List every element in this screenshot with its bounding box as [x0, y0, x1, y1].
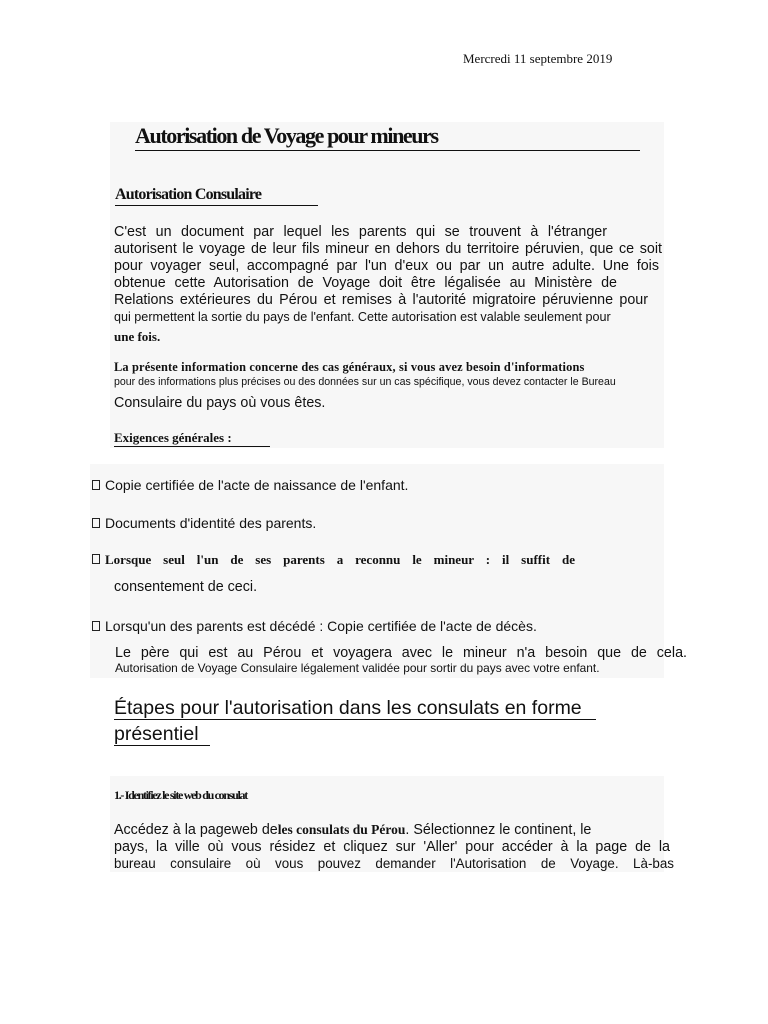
requirement-item: [92, 617, 537, 635]
step1-line-c: bureau consulaire où vous pouvez demander l'Autorisation de Voyage. Là-bas: [114, 856, 674, 871]
checkbox-icon: [92, 518, 100, 528]
requirement-continuation: consentement de ceci.: [114, 579, 258, 595]
step1-text: . Sélectionnez le continent, le: [405, 822, 592, 838]
intro-line: C'est un document par lequel les parents qui se trouvent à l'étranger: [114, 224, 607, 240]
requirement-text: Lorsque seul l'un de ses parents a reconnu le mineur : il suffit de: [105, 552, 575, 567]
checkbox-icon: [92, 480, 100, 490]
document-date: Mercredi 11 septembre 2019: [463, 51, 613, 66]
requirement-text: Copie certifiée de l'acte de naissance de l'enfant.: [105, 477, 409, 493]
intro-line: obtenue cette Autorisation de Voyage doit être légalisée au Ministère de: [114, 275, 617, 291]
intro-line: pour voyager seul, accompagné par l'un d'eux ou par un autre adulte. Une fois: [114, 258, 659, 274]
step1-line-b: pays, la ville où vous résidez et cliquez sur 'Aller' pour accéder à la page de la: [114, 839, 670, 855]
document-title: Autorisation de Voyage pour mineurs: [135, 123, 438, 148]
section-heading-autorisation-consulaire: Autorisation Consulaire: [115, 186, 262, 203]
requirement-item: [92, 476, 408, 494]
requirements-heading: Exigences générales :: [114, 430, 232, 445]
father-small-line: Autorisation de Voyage Consulaire légalement validée pour sortir du pays avec votre enfant.: [115, 661, 600, 675]
note-small-line: pour des informations plus précises ou des données sur un cas spécifique, vous devez contacter le Bureau: [114, 376, 616, 388]
checkbox-icon: [92, 621, 100, 631]
steps-heading-line2: présentiel: [114, 723, 199, 745]
intro-line: qui permettent la sortie du pays de l'enfant. Cette autorisation est valable seulement pour: [114, 310, 611, 324]
requirement-item: [92, 551, 575, 569]
intro-line: Relations extérieures du Pérou et remises à l'autorité migratoire péruvienne pour: [114, 292, 648, 308]
requirement-item: [92, 514, 316, 532]
requirements-heading-underline: [114, 430, 270, 447]
step1-text: Accédez à la pageweb de: [114, 822, 278, 838]
steps-heading-underline-1: [114, 698, 596, 720]
steps-heading-underline-2: [114, 724, 210, 746]
requirement-text: Lorsqu'un des parents est décédé : Copie certifiée de l'acte de décès.: [105, 618, 537, 634]
requirement-text: Documents d'identité des parents.: [105, 515, 317, 531]
note-bold-line: La présente information concerne des cas généraux, si vous avez besoin d'informations: [114, 360, 585, 374]
steps-heading-line1: Étapes pour l'autorisation dans les consulats en forme: [114, 697, 582, 719]
consulats-link-text: les consulats du Pérou: [277, 822, 406, 837]
note-end-line: Consulaire du pays où vous êtes.: [114, 395, 326, 411]
title-underline: [135, 124, 640, 151]
intro-last-bold: une fois.: [114, 329, 161, 344]
checkbox-icon: [92, 554, 100, 564]
intro-paragraph: [114, 224, 662, 345]
intro-line: autorisent le voyage de leur fils mineur en dehors du territoire péruvien, que ce soit: [114, 241, 662, 257]
section-heading-underline: [115, 188, 318, 206]
step1-line-a: [114, 822, 591, 838]
father-line: Le père qui est au Pérou et voyagera avec le mineur n'a besoin que de cela.: [115, 645, 687, 661]
step1-title: 1.- Identifiez le site web du consulat: [114, 788, 247, 802]
